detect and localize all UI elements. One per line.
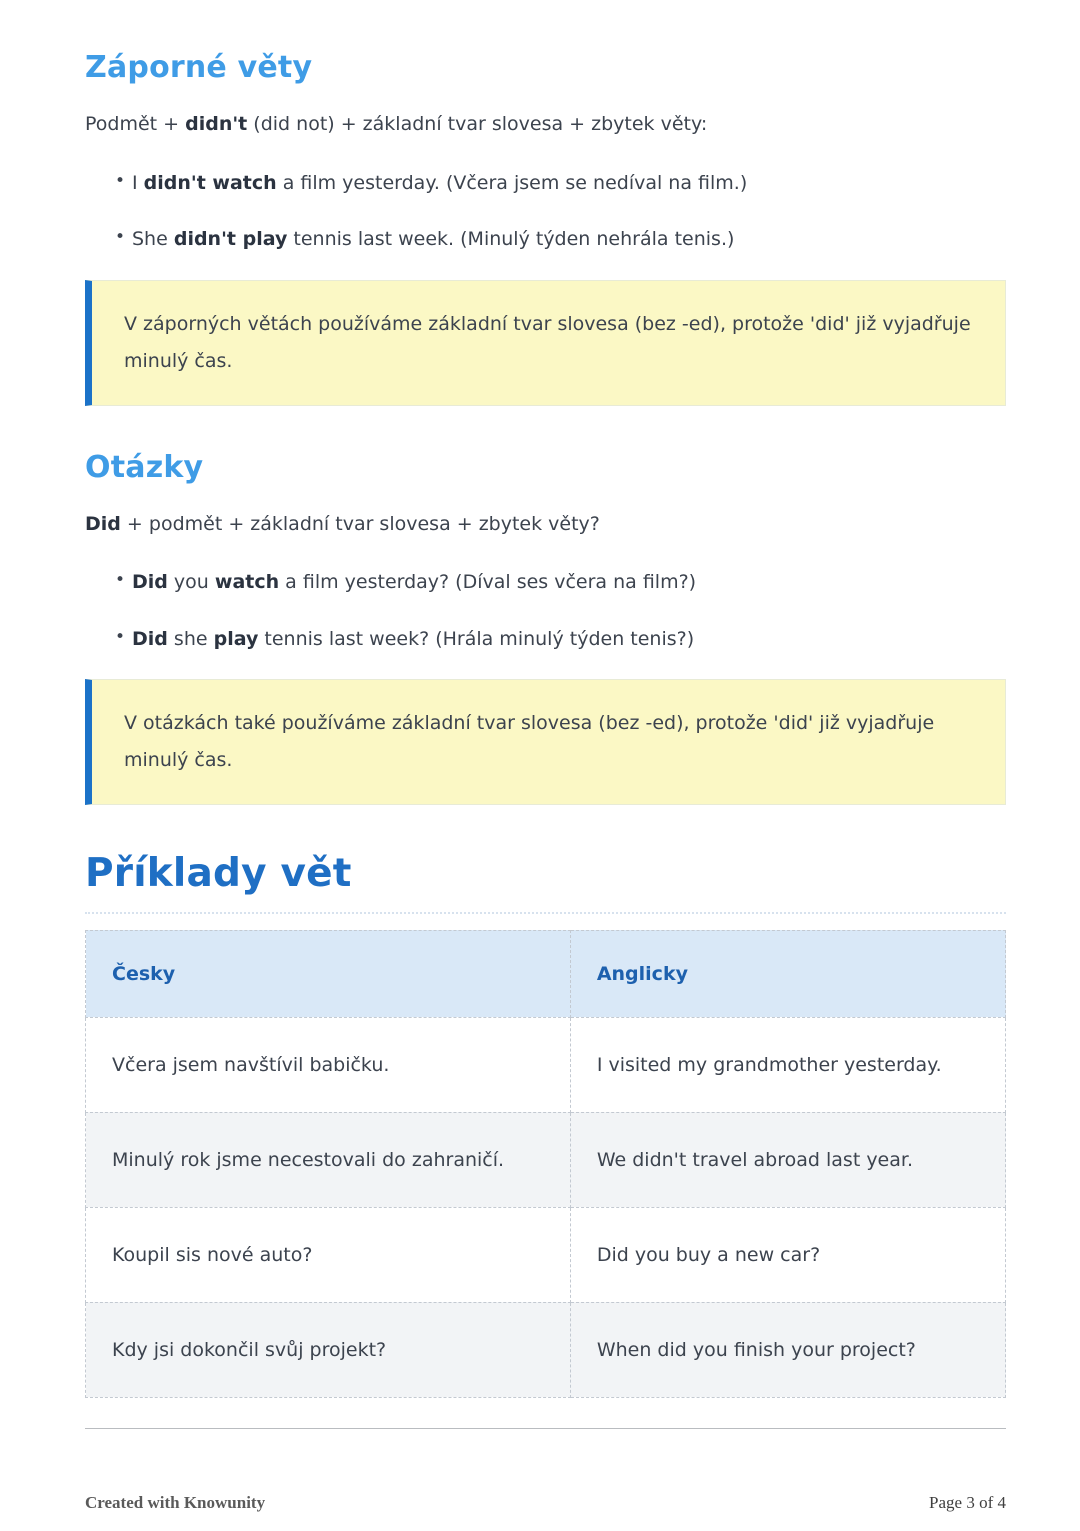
page-number: Page 3 of 4 — [929, 1492, 1006, 1512]
cell-english: I visited my grandmother yesterday. — [570, 1017, 1005, 1112]
column-header-czech: Česky — [86, 930, 571, 1017]
cell-english: Did you buy a new car? — [570, 1207, 1005, 1302]
questions-example-list — [115, 568, 1006, 653]
title-divider — [85, 912, 1006, 914]
table-row — [86, 1207, 1006, 1302]
table-row — [86, 1302, 1006, 1397]
note-callout-negatives — [85, 280, 1006, 406]
footer-divider — [85, 1428, 1006, 1429]
page-footer — [85, 1398, 1006, 1513]
note-text: V otázkách také používáme základní tvar slovesa (bez -ed), protože 'did' již vyjadřuje minulý čas. — [124, 712, 935, 771]
list-item: • Did you watch a film yesterday? (Díval ses včera na film?) — [115, 568, 1006, 597]
cell-english: We didn't travel abroad last year. — [570, 1112, 1005, 1207]
table-row — [86, 1017, 1006, 1112]
table-row — [86, 1112, 1006, 1207]
list-item: • She didn't play tennis last week. (Minulý týden nehrála tenis.) — [115, 225, 1006, 254]
cell-czech: Včera jsem navštívil babičku. — [86, 1017, 571, 1112]
footer-branding: Created with Knowunity — [85, 1492, 266, 1512]
section-example-sentences — [85, 841, 1006, 1398]
cell-czech: Koupil sis nové auto? — [86, 1207, 571, 1302]
list-item: • I didn't watch a film yesterday. (Včera jsem se nedíval na film.) — [115, 169, 1006, 198]
cell-english: When did you finish your project? — [570, 1302, 1005, 1397]
formula-negatives: Podmět + didn't (did not) + základní tvar slovesa + zbytek věty: — [85, 113, 708, 135]
section-heading-questions: Otázky — [85, 449, 204, 485]
section-questions — [85, 442, 1006, 842]
note-callout-questions — [85, 679, 1006, 805]
formula-questions: Did + podmět + základní tvar slovesa + zbytek věty? — [85, 512, 600, 535]
note-text: V záporných větách používáme základní tvar slovesa (bez -ed), protože 'did' již vyjadřuje minulý čas. — [124, 312, 971, 372]
negatives-example-list — [115, 169, 1006, 254]
examples-table — [85, 930, 1006, 1398]
section-negative-sentences — [85, 50, 1006, 442]
table-header-row — [86, 930, 1006, 1017]
cell-czech: Minulý rok jsme necestovali do zahraničí. — [86, 1112, 571, 1207]
list-item: • Did she play tennis last week? (Hrála minulý týden tenis?) — [115, 625, 1006, 654]
section-heading-negatives: Záporné věty — [85, 50, 313, 85]
column-header-english: Anglicky — [570, 930, 1005, 1017]
examples-title: Příklady vět — [85, 851, 352, 896]
cell-czech: Kdy jsi dokončil svůj projekt? — [86, 1302, 571, 1397]
